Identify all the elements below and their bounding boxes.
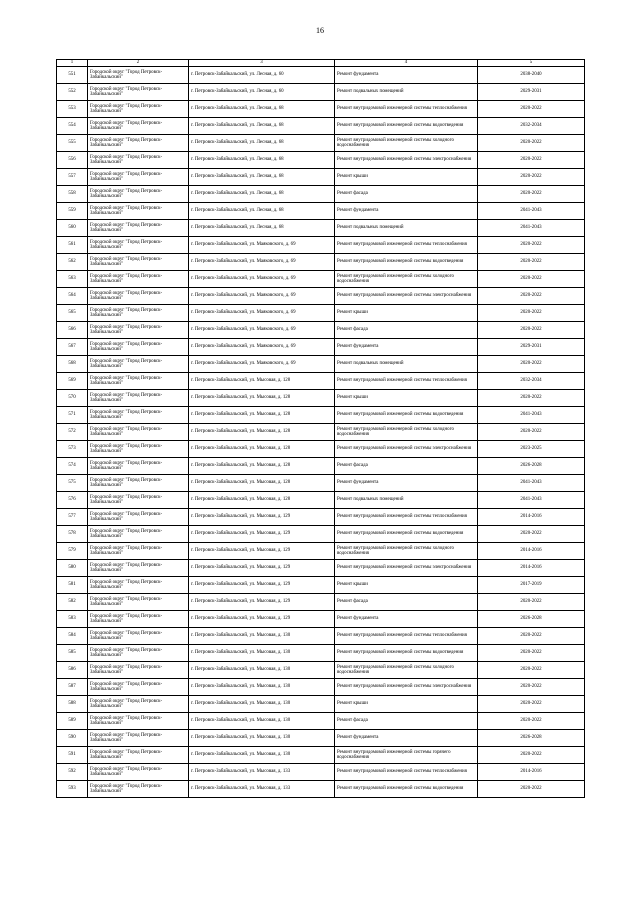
address-cell: г. Петровск-Забайкальский, ул. Лесная, д. 68 <box>189 220 335 237</box>
work-type-cell: Ремонт внутридомовой инженерной системы водоотведения <box>335 407 478 424</box>
work-type-cell: Ремонт внутридомовой инженерной системы электроснабжения <box>335 560 478 577</box>
table-row <box>57 509 585 526</box>
column-header: 5 <box>478 60 585 67</box>
period-cell: 2026-2028 <box>478 730 585 747</box>
table-row <box>57 152 585 169</box>
period-cell: 2020-2022 <box>478 662 585 679</box>
municipality-cell: Городской округ "Город Петровск-Забайкальский" <box>88 84 189 101</box>
work-type-cell: Ремонт внутридомовой инженерной системы горячего водоснабжения <box>335 747 478 764</box>
municipality-cell: Городской округ "Город Петровск-Забайкальский" <box>88 322 189 339</box>
work-type-cell: Ремонт внутридомовой инженерной системы теплоснабжения <box>335 509 478 526</box>
period-cell: 2026-2028 <box>478 458 585 475</box>
page-number: 16 <box>316 26 324 35</box>
work-type-cell: Ремонт подвальных помещений <box>335 220 478 237</box>
table-row <box>57 611 585 628</box>
address-cell: г. Петровск-Забайкальский, ул. Мысовая, д. 129 <box>189 509 335 526</box>
municipality-cell: Городской округ "Город Петровск-Забайкальский" <box>88 271 189 288</box>
municipality-cell: Городской округ "Город Петровск-Забайкальский" <box>88 356 189 373</box>
row-number: 587 <box>57 679 88 696</box>
table-row <box>57 560 585 577</box>
work-type-cell: Ремонт фундамента <box>335 475 478 492</box>
row-number: 567 <box>57 339 88 356</box>
municipality-cell: Городской округ "Город Петровск-Забайкальский" <box>88 373 189 390</box>
period-cell: 2020-2022 <box>478 305 585 322</box>
address-cell: г. Петровск-Забайкальский, ул. Маяковского, д. 69 <box>189 237 335 254</box>
row-number: 577 <box>57 509 88 526</box>
municipality-cell: Городской округ "Город Петровск-Забайкальский" <box>88 679 189 696</box>
row-number: 571 <box>57 407 88 424</box>
period-cell: 2020-2022 <box>478 169 585 186</box>
table-row <box>57 594 585 611</box>
row-number: 575 <box>57 475 88 492</box>
column-header: 3 <box>189 60 335 67</box>
table-row <box>57 254 585 271</box>
period-cell: 2020-2022 <box>478 696 585 713</box>
work-type-cell: Ремонт фундамента <box>335 730 478 747</box>
table-row <box>57 322 585 339</box>
row-number: 557 <box>57 169 88 186</box>
table-row <box>57 662 585 679</box>
period-cell: 2017-2019 <box>478 577 585 594</box>
municipality-cell: Городской округ "Город Петровск-Забайкальский" <box>88 118 189 135</box>
municipality-cell: Городской округ "Город Петровск-Забайкальский" <box>88 339 189 356</box>
address-cell: г. Петровск-Забайкальский, ул. Мысовая, д. 130 <box>189 679 335 696</box>
period-cell: 2041-2043 <box>478 220 585 237</box>
period-cell: 2014-2016 <box>478 509 585 526</box>
row-number: 556 <box>57 152 88 169</box>
table-row <box>57 271 585 288</box>
municipality-cell: Городской округ "Город Петровск-Забайкальский" <box>88 441 189 458</box>
table-row <box>57 118 585 135</box>
municipality-cell: Городской округ "Город Петровск-Забайкальский" <box>88 220 189 237</box>
row-number: 565 <box>57 305 88 322</box>
work-type-cell: Ремонт фасада <box>335 322 478 339</box>
period-cell: 2020-2022 <box>478 747 585 764</box>
period-cell: 2020-2022 <box>478 526 585 543</box>
row-number: 552 <box>57 84 88 101</box>
period-cell: 2014-2016 <box>478 764 585 781</box>
row-number: 589 <box>57 713 88 730</box>
row-number: 583 <box>57 611 88 628</box>
municipality-cell: Городской округ "Город Петровск-Забайкальский" <box>88 543 189 560</box>
address-cell: г. Петровск-Забайкальский, ул. Маяковского, д. 69 <box>189 339 335 356</box>
work-type-cell: Ремонт фасада <box>335 458 478 475</box>
period-cell: 2020-2022 <box>478 271 585 288</box>
work-type-cell: Ремонт внутридомовой инженерной системы холодного водоснабжения <box>335 271 478 288</box>
municipality-cell: Городской округ "Город Петровск-Забайкальский" <box>88 169 189 186</box>
municipality-cell: Городской округ "Город Петровск-Забайкальский" <box>88 730 189 747</box>
address-cell: г. Петровск-Забайкальский, ул. Мысовая, д. 128 <box>189 441 335 458</box>
table-row <box>57 645 585 662</box>
work-type-cell: Ремонт внутридомовой инженерной системы теплоснабжения <box>335 237 478 254</box>
column-number-row <box>57 60 585 67</box>
address-cell: г. Петровск-Забайкальский, ул. Маяковского, д. 69 <box>189 254 335 271</box>
row-number: 574 <box>57 458 88 475</box>
period-cell: 2041-2043 <box>478 492 585 509</box>
period-cell: 2020-2022 <box>478 237 585 254</box>
row-number: 572 <box>57 424 88 441</box>
table-row <box>57 203 585 220</box>
table-row <box>57 169 585 186</box>
municipality-cell: Городской округ "Город Петровск-Забайкальский" <box>88 747 189 764</box>
table-row <box>57 730 585 747</box>
table-row <box>57 101 585 118</box>
address-cell: г. Петровск-Забайкальский, ул. Лесная, д. 60 <box>189 67 335 84</box>
work-type-cell: Ремонт фундамента <box>335 67 478 84</box>
address-cell: г. Петровск-Забайкальский, ул. Мысовая, д. 130 <box>189 730 335 747</box>
municipality-cell: Городской округ "Город Петровск-Забайкальский" <box>88 305 189 322</box>
municipality-cell: Городской округ "Город Петровск-Забайкальский" <box>88 203 189 220</box>
municipality-cell: Городской округ "Город Петровск-Забайкальский" <box>88 662 189 679</box>
municipality-cell: Городской округ "Город Петровск-Забайкальский" <box>88 526 189 543</box>
period-cell: 2020-2022 <box>478 186 585 203</box>
row-number: 591 <box>57 747 88 764</box>
period-cell: 2020-2022 <box>478 322 585 339</box>
row-number: 551 <box>57 67 88 84</box>
period-cell: 2029-2031 <box>478 339 585 356</box>
table-row <box>57 679 585 696</box>
row-number: 558 <box>57 186 88 203</box>
table-row <box>57 781 585 798</box>
municipality-cell: Городской округ "Город Петровск-Забайкальский" <box>88 67 189 84</box>
table-row <box>57 526 585 543</box>
column-header: 2 <box>88 60 189 67</box>
period-cell: 2041-2043 <box>478 407 585 424</box>
row-number: 568 <box>57 356 88 373</box>
address-cell: г. Петровск-Забайкальский, ул. Мысовая, д. 130 <box>189 696 335 713</box>
row-number: 592 <box>57 764 88 781</box>
municipality-cell: Городской округ "Город Петровск-Забайкальский" <box>88 628 189 645</box>
row-number: 576 <box>57 492 88 509</box>
period-cell: 2020-2022 <box>478 679 585 696</box>
municipality-cell: Городской округ "Город Петровск-Забайкальский" <box>88 577 189 594</box>
municipality-cell: Городской округ "Город Петровск-Забайкальский" <box>88 407 189 424</box>
column-header: 4 <box>335 60 478 67</box>
period-cell: 2020-2022 <box>478 254 585 271</box>
address-cell: г. Петровск-Забайкальский, ул. Мысовая, д. 133 <box>189 764 335 781</box>
municipality-cell: Городской округ "Город Петровск-Забайкальский" <box>88 135 189 152</box>
work-type-cell: Ремонт фундамента <box>335 203 478 220</box>
municipality-cell: Городской округ "Город Петровск-Забайкальский" <box>88 560 189 577</box>
period-cell: 2020-2022 <box>478 135 585 152</box>
table-row <box>57 492 585 509</box>
address-cell: г. Петровск-Забайкальский, ул. Маяковского, д. 69 <box>189 271 335 288</box>
row-number: 570 <box>57 390 88 407</box>
period-cell: 2032-2034 <box>478 118 585 135</box>
work-type-cell: Ремонт подвальных помещений <box>335 356 478 373</box>
table-row <box>57 186 585 203</box>
table-row <box>57 475 585 492</box>
period-cell: 2032-2034 <box>478 373 585 390</box>
address-cell: г. Петровск-Забайкальский, ул. Мысовая, д. 128 <box>189 424 335 441</box>
row-number: 582 <box>57 594 88 611</box>
address-cell: г. Петровск-Забайкальский, ул. Мысовая, д. 133 <box>189 781 335 798</box>
municipality-cell: Городской округ "Город Петровск-Забайкальский" <box>88 237 189 254</box>
municipality-cell: Городской округ "Город Петровск-Забайкальский" <box>88 594 189 611</box>
period-cell: 2020-2022 <box>478 390 585 407</box>
table-row <box>57 390 585 407</box>
table-row <box>57 407 585 424</box>
work-type-cell: Ремонт внутридомовой инженерной системы водоотведения <box>335 118 478 135</box>
work-type-cell: Ремонт фасада <box>335 186 478 203</box>
address-cell: г. Петровск-Забайкальский, ул. Лесная, д. 68 <box>189 186 335 203</box>
address-cell: г. Петровск-Забайкальский, ул. Лесная, д. 68 <box>189 152 335 169</box>
address-cell: г. Петровск-Забайкальский, ул. Мысовая, д. 128 <box>189 458 335 475</box>
address-cell: г. Петровск-Забайкальский, ул. Мысовая, д. 130 <box>189 645 335 662</box>
row-number: 553 <box>57 101 88 118</box>
address-cell: г. Петровск-Забайкальский, ул. Мысовая, д. 129 <box>189 543 335 560</box>
municipality-cell: Городской округ "Город Петровск-Забайкальский" <box>88 186 189 203</box>
municipality-cell: Городской округ "Город Петровск-Забайкальский" <box>88 764 189 781</box>
period-cell: 2029-2031 <box>478 84 585 101</box>
period-cell: 2020-2022 <box>478 594 585 611</box>
row-number: 560 <box>57 220 88 237</box>
period-cell: 2041-2043 <box>478 475 585 492</box>
work-type-cell: Ремонт внутридомовой инженерной системы водоотведения <box>335 254 478 271</box>
address-cell: г. Петровск-Забайкальский, ул. Мысовая, д. 128 <box>189 407 335 424</box>
period-cell: 2041-2043 <box>478 203 585 220</box>
table-row <box>57 543 585 560</box>
address-cell: г. Петровск-Забайкальский, ул. Мысовая, д. 129 <box>189 526 335 543</box>
row-number: 584 <box>57 628 88 645</box>
row-number: 579 <box>57 543 88 560</box>
period-cell: 2038-2040 <box>478 67 585 84</box>
address-cell: г. Петровск-Забайкальский, ул. Маяковского, д. 69 <box>189 305 335 322</box>
address-cell: г. Петровск-Забайкальский, ул. Лесная, д. 68 <box>189 203 335 220</box>
address-cell: г. Петровск-Забайкальский, ул. Мысовая, д. 128 <box>189 373 335 390</box>
municipality-cell: Городской округ "Город Петровск-Забайкальский" <box>88 781 189 798</box>
period-cell: 2020-2022 <box>478 713 585 730</box>
row-number: 554 <box>57 118 88 135</box>
address-cell: г. Петровск-Забайкальский, ул. Лесная, д. 68 <box>189 135 335 152</box>
address-cell: г. Петровск-Забайкальский, ул. Мысовая, д. 130 <box>189 628 335 645</box>
municipality-cell: Городской округ "Город Петровск-Забайкальский" <box>88 288 189 305</box>
row-number: 559 <box>57 203 88 220</box>
work-type-cell: Ремонт внутридомовой инженерной системы холодного водоснабжения <box>335 543 478 560</box>
address-cell: г. Петровск-Забайкальский, ул. Мысовая, д. 130 <box>189 662 335 679</box>
table-row <box>57 84 585 101</box>
address-cell: г. Петровск-Забайкальский, ул. Маяковского, д. 69 <box>189 288 335 305</box>
municipality-cell: Городской округ "Город Петровск-Забайкальский" <box>88 152 189 169</box>
work-type-cell: Ремонт фундамента <box>335 611 478 628</box>
work-type-cell: Ремонт крыши <box>335 169 478 186</box>
table-row <box>57 441 585 458</box>
row-number: 581 <box>57 577 88 594</box>
table-row <box>57 356 585 373</box>
municipality-cell: Городской округ "Город Петровск-Забайкальский" <box>88 254 189 271</box>
work-type-cell: Ремонт крыши <box>335 696 478 713</box>
table-row <box>57 713 585 730</box>
row-number: 580 <box>57 560 88 577</box>
work-type-cell: Ремонт внутридомовой инженерной системы холодного водоснабжения <box>335 662 478 679</box>
address-cell: г. Петровск-Забайкальский, ул. Мысовая, д. 129 <box>189 611 335 628</box>
row-number: 578 <box>57 526 88 543</box>
work-type-cell: Ремонт фасада <box>335 594 478 611</box>
row-number: 590 <box>57 730 88 747</box>
work-type-cell: Ремонт крыши <box>335 305 478 322</box>
table-row <box>57 339 585 356</box>
period-cell: 2020-2022 <box>478 645 585 662</box>
period-cell: 2020-2022 <box>478 152 585 169</box>
period-cell: 2020-2022 <box>478 424 585 441</box>
row-number: 555 <box>57 135 88 152</box>
work-type-cell: Ремонт внутридомовой инженерной системы электроснабжения <box>335 152 478 169</box>
table-row <box>57 288 585 305</box>
work-type-cell: Ремонт внутридомовой инженерной системы теплоснабжения <box>335 628 478 645</box>
row-number: 563 <box>57 271 88 288</box>
row-number: 573 <box>57 441 88 458</box>
table-row <box>57 458 585 475</box>
period-cell: 2014-2016 <box>478 560 585 577</box>
municipality-cell: Городской округ "Город Петровск-Забайкальский" <box>88 101 189 118</box>
work-type-cell: Ремонт фасада <box>335 713 478 730</box>
table-row <box>57 67 585 84</box>
work-type-cell: Ремонт внутридомовой инженерной системы теплоснабжения <box>335 101 478 118</box>
table-row <box>57 577 585 594</box>
period-cell: 2014-2016 <box>478 543 585 560</box>
address-cell: г. Петровск-Забайкальский, ул. Лесная, д. 68 <box>189 118 335 135</box>
address-cell: г. Петровск-Забайкальский, ул. Лесная, д. 60 <box>189 84 335 101</box>
row-number: 561 <box>57 237 88 254</box>
table-body <box>57 67 585 798</box>
table-row <box>57 424 585 441</box>
table-row <box>57 220 585 237</box>
work-type-cell: Ремонт внутридомовой инженерной системы холодного водоснабжения <box>335 424 478 441</box>
period-cell: 2026-2028 <box>478 611 585 628</box>
address-cell: г. Петровск-Забайкальский, ул. Мысовая, д. 130 <box>189 747 335 764</box>
work-type-cell: Ремонт подвальных помещений <box>335 84 478 101</box>
table-row <box>57 747 585 764</box>
work-type-cell: Ремонт внутридомовой инженерной системы электроснабжения <box>335 679 478 696</box>
work-type-cell: Ремонт внутридомовой инженерной системы холодного водоснабжения <box>335 135 478 152</box>
row-number: 586 <box>57 662 88 679</box>
address-cell: г. Петровск-Забайкальский, ул. Мысовая, д. 130 <box>189 713 335 730</box>
row-number: 585 <box>57 645 88 662</box>
table-row <box>57 764 585 781</box>
table-row <box>57 696 585 713</box>
work-type-cell: Ремонт внутридомовой инженерной системы водоотведения <box>335 781 478 798</box>
municipality-cell: Городской округ "Город Петровск-Забайкальский" <box>88 509 189 526</box>
work-type-cell: Ремонт фундамента <box>335 339 478 356</box>
municipality-cell: Городской округ "Город Петровск-Забайкальский" <box>88 390 189 407</box>
address-cell: г. Петровск-Забайкальский, ул. Маяковского, д. 69 <box>189 356 335 373</box>
address-cell: г. Петровск-Забайкальский, ул. Лесная, д. 68 <box>189 101 335 118</box>
work-type-cell: Ремонт подвальных помещений <box>335 492 478 509</box>
municipality-cell: Городской округ "Город Петровск-Забайкальский" <box>88 645 189 662</box>
municipality-cell: Городской округ "Город Петровск-Забайкальский" <box>88 696 189 713</box>
table-row <box>57 373 585 390</box>
address-cell: г. Петровск-Забайкальский, ул. Мысовая, д. 128 <box>189 390 335 407</box>
address-cell: г. Петровск-Забайкальский, ул. Маяковского, д. 69 <box>189 322 335 339</box>
period-cell: 2020-2022 <box>478 628 585 645</box>
row-number: 588 <box>57 696 88 713</box>
table-row <box>57 305 585 322</box>
period-cell: 2020-2022 <box>478 781 585 798</box>
column-header: 1 <box>57 60 88 67</box>
row-number: 593 <box>57 781 88 798</box>
work-type-cell: Ремонт крыши <box>335 577 478 594</box>
table-row <box>57 135 585 152</box>
municipality-cell: Городской округ "Город Петровск-Забайкальский" <box>88 475 189 492</box>
address-cell: г. Петровск-Забайкальский, ул. Мысовая, д. 129 <box>189 577 335 594</box>
work-type-cell: Ремонт внутридомовой инженерной системы электроснабжения <box>335 288 478 305</box>
row-number: 564 <box>57 288 88 305</box>
period-cell: 2020-2022 <box>478 101 585 118</box>
period-cell: 2020-2022 <box>478 356 585 373</box>
table-row <box>57 237 585 254</box>
address-cell: г. Петровск-Забайкальский, ул. Мысовая, д. 128 <box>189 492 335 509</box>
municipality-cell: Городской округ "Город Петровск-Забайкальский" <box>88 611 189 628</box>
work-type-cell: Ремонт внутридомовой инженерной системы электроснабжения <box>335 441 478 458</box>
municipality-cell: Городской округ "Город Петровск-Забайкальский" <box>88 424 189 441</box>
row-number: 562 <box>57 254 88 271</box>
work-type-cell: Ремонт крыши <box>335 390 478 407</box>
work-type-cell: Ремонт внутридомовой инженерной системы водоотведения <box>335 645 478 662</box>
table-row <box>57 628 585 645</box>
capital-repair-table <box>56 59 585 798</box>
municipality-cell: Городской округ "Город Петровск-Забайкальский" <box>88 713 189 730</box>
row-number: 569 <box>57 373 88 390</box>
period-cell: 2020-2022 <box>478 288 585 305</box>
address-cell: г. Петровск-Забайкальский, ул. Лесная, д. 68 <box>189 169 335 186</box>
municipality-cell: Городской округ "Город Петровск-Забайкальский" <box>88 492 189 509</box>
address-cell: г. Петровск-Забайкальский, ул. Мысовая, д. 129 <box>189 560 335 577</box>
work-type-cell: Ремонт внутридомовой инженерной системы теплоснабжения <box>335 764 478 781</box>
work-type-cell: Ремонт внутридомовой инженерной системы теплоснабжения <box>335 373 478 390</box>
municipality-cell: Городской округ "Город Петровск-Забайкальский" <box>88 458 189 475</box>
address-cell: г. Петровск-Забайкальский, ул. Мысовая, д. 128 <box>189 475 335 492</box>
row-number: 566 <box>57 322 88 339</box>
work-type-cell: Ремонт внутридомовой инженерной системы водоотведения <box>335 526 478 543</box>
period-cell: 2023-2025 <box>478 441 585 458</box>
address-cell: г. Петровск-Забайкальский, ул. Мысовая, д. 129 <box>189 594 335 611</box>
